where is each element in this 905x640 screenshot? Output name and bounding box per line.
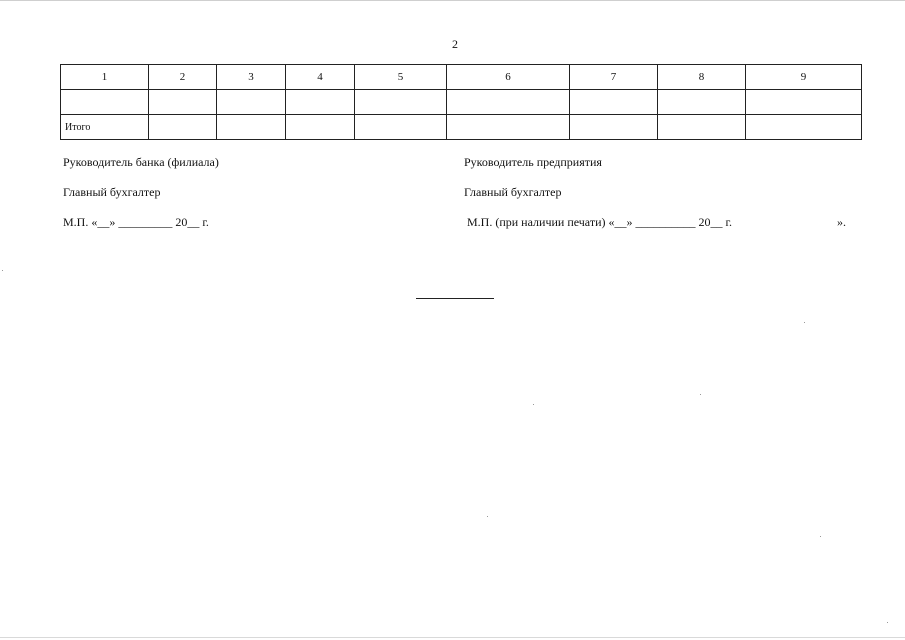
table-row bbox=[61, 90, 862, 115]
separator-line bbox=[416, 298, 494, 299]
bank-stamp-date-line: М.П. «__» _________ 20__ г. bbox=[63, 215, 209, 229]
column-header: 2 bbox=[149, 65, 217, 90]
column-header: 5 bbox=[355, 65, 447, 90]
bank-head-label: Руководитель банка (филиала) bbox=[63, 155, 219, 169]
table-cell bbox=[746, 90, 862, 115]
scan-speck bbox=[487, 516, 488, 517]
table-cell bbox=[447, 115, 570, 140]
column-header: 9 bbox=[746, 65, 862, 90]
enterprise-head-label: Руководитель предприятия bbox=[464, 155, 602, 169]
table-cell bbox=[286, 90, 355, 115]
table-cell bbox=[658, 90, 746, 115]
column-header: 7 bbox=[570, 65, 658, 90]
column-header: 4 bbox=[286, 65, 355, 90]
report-table bbox=[60, 64, 862, 140]
page-bottom-edge bbox=[0, 637, 905, 638]
table-cell bbox=[217, 90, 286, 115]
page-top-edge bbox=[0, 0, 905, 1]
enterprise-stamp-date-line: М.П. (при наличии печати) «__» __________ 20__ г. bbox=[467, 215, 733, 229]
total-row bbox=[61, 115, 862, 140]
table-cell bbox=[61, 90, 149, 115]
scan-speck bbox=[700, 394, 701, 395]
scan-speck bbox=[2, 270, 3, 271]
table-cell bbox=[658, 115, 746, 140]
scan-speck bbox=[533, 404, 534, 405]
table-cell bbox=[570, 90, 658, 115]
scan-speck bbox=[820, 536, 821, 537]
column-header: 3 bbox=[217, 65, 286, 90]
table-cell bbox=[149, 90, 217, 115]
table-header-row bbox=[61, 65, 862, 90]
page-number: 2 bbox=[452, 37, 458, 51]
table-cell bbox=[570, 115, 658, 140]
column-header: 1 bbox=[61, 65, 149, 90]
column-header: 8 bbox=[658, 65, 746, 90]
closing-quote: ». bbox=[837, 215, 846, 229]
bank-accountant-label: Главный бухгалтер bbox=[63, 185, 161, 199]
column-header: 6 bbox=[447, 65, 570, 90]
table-cell bbox=[217, 115, 286, 140]
scan-speck bbox=[887, 622, 888, 623]
table-cell bbox=[149, 115, 217, 140]
total-label: Итого bbox=[61, 115, 149, 140]
scan-speck bbox=[804, 322, 805, 323]
table-cell bbox=[746, 115, 862, 140]
table-cell bbox=[355, 115, 447, 140]
table-cell bbox=[286, 115, 355, 140]
table-cell bbox=[447, 90, 570, 115]
enterprise-accountant-label: Главный бухгалтер bbox=[464, 185, 562, 199]
table-cell bbox=[355, 90, 447, 115]
